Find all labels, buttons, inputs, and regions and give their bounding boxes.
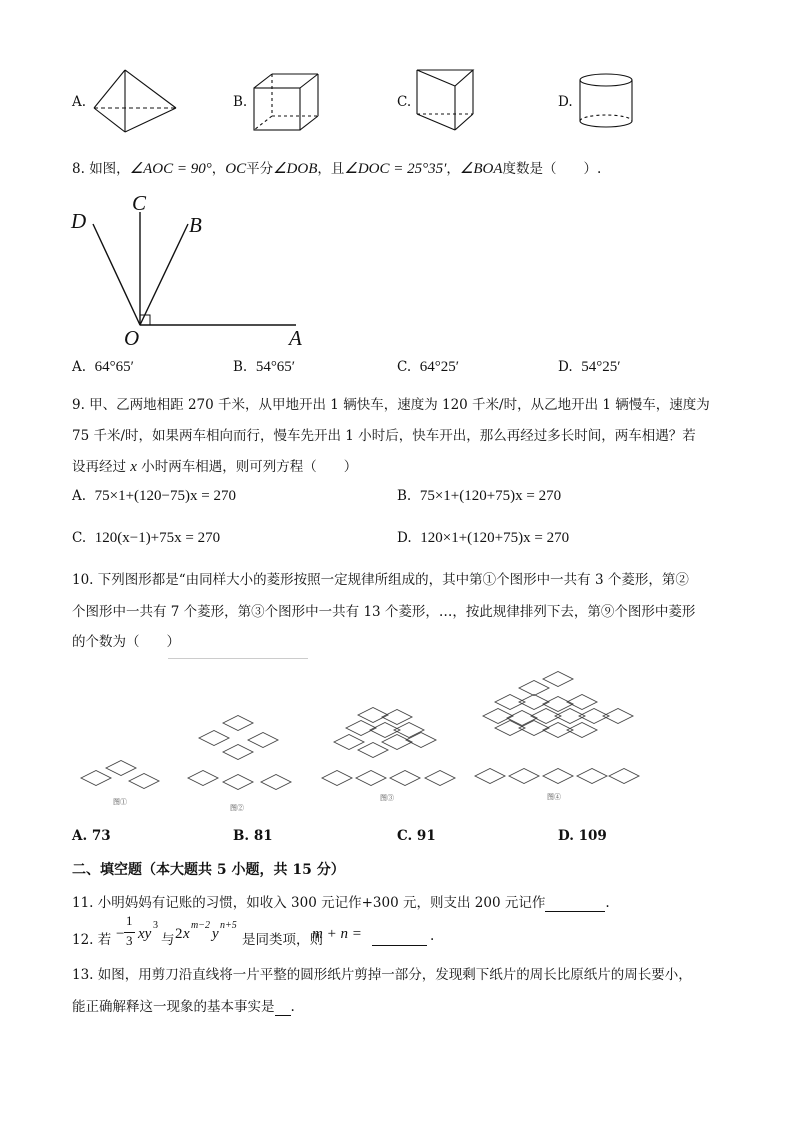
triangular-prism-figure bbox=[415, 68, 475, 132]
q11-stem bbox=[72, 891, 610, 912]
answer-blank[interactable] bbox=[372, 929, 427, 946]
stem-text: ， bbox=[211, 161, 226, 177]
rhombus bbox=[603, 709, 633, 724]
option-letter: C. bbox=[397, 828, 413, 844]
q10-line-1: 10. 下列图形都是“由同样大小的菱形按照一定规律所组成的，其中第①个图形中一共有 3 个菱形，第② bbox=[72, 572, 689, 588]
rhombus bbox=[577, 769, 607, 784]
rhombus bbox=[106, 761, 136, 776]
rhombus bbox=[406, 733, 436, 748]
variable: x bbox=[183, 926, 190, 942]
option-c bbox=[397, 359, 459, 376]
q8-stem bbox=[72, 157, 601, 178]
rhombus bbox=[507, 711, 537, 726]
math-expression: ∠DOC = 25°35′ bbox=[344, 161, 447, 177]
rhombus bbox=[223, 716, 253, 731]
option-value: 75×1+(120+75)x = 270 bbox=[419, 488, 562, 504]
option-d bbox=[558, 828, 607, 844]
rhombus-pattern-figures bbox=[0, 660, 794, 820]
stem-text: 小时两车相遇，则可列方程（ ） bbox=[136, 459, 358, 475]
rhombus bbox=[543, 723, 573, 738]
rhombus bbox=[543, 672, 573, 687]
rhombus bbox=[334, 735, 364, 750]
option-value: 109 bbox=[578, 828, 607, 844]
angle-figure bbox=[68, 190, 318, 350]
math-expression: m + n = bbox=[312, 926, 362, 942]
option-letter: C. bbox=[397, 359, 412, 375]
fraction-numerator: 1 bbox=[126, 913, 133, 928]
option-b bbox=[233, 359, 295, 376]
stem-text: 是同类项，则 bbox=[242, 932, 323, 948]
option-b bbox=[397, 488, 561, 505]
q10-line-3: 的个数为（ ） bbox=[72, 634, 180, 650]
option-value: 120×1+(120+75)x = 270 bbox=[420, 530, 570, 546]
rhombus bbox=[509, 769, 539, 784]
option-c bbox=[397, 828, 436, 844]
option-letter: D. bbox=[558, 828, 574, 844]
rhombus bbox=[248, 733, 278, 748]
option-value: 64°65′ bbox=[94, 359, 134, 375]
rhombus bbox=[495, 695, 525, 710]
q9-line-3 bbox=[72, 455, 357, 476]
option-b bbox=[233, 828, 273, 844]
rhombus bbox=[519, 695, 549, 710]
label-c: C bbox=[132, 191, 147, 215]
q13-line-2 bbox=[72, 995, 295, 1016]
option-letter: A. bbox=[72, 359, 87, 375]
stem-text: 如图， bbox=[89, 161, 130, 177]
figure-caption-2: 图② bbox=[230, 804, 244, 812]
rhombus bbox=[543, 769, 573, 784]
stem-text: . bbox=[605, 895, 610, 911]
option-value: 54°25′ bbox=[581, 359, 621, 375]
answer-blank[interactable] bbox=[275, 999, 291, 1016]
figure-caption-1: 图① bbox=[113, 798, 127, 806]
option-value: 75×1+(120−75)x = 270 bbox=[94, 488, 236, 504]
stem-text: 11. 小明妈妈有记账的习惯，如收入 300 元记作+300 元，则支出 200 元记作 bbox=[72, 895, 546, 911]
cube-figure bbox=[252, 72, 322, 132]
ray-ob bbox=[140, 224, 188, 325]
right-angle-mark bbox=[140, 315, 150, 325]
label-a: A bbox=[289, 326, 302, 350]
rhombus bbox=[579, 709, 609, 724]
rhombus bbox=[358, 708, 388, 723]
option-letter: D. bbox=[558, 359, 573, 375]
cylinder-figure bbox=[578, 72, 636, 130]
label-b: B bbox=[189, 213, 202, 237]
rhombus bbox=[188, 771, 218, 786]
divider bbox=[168, 658, 308, 659]
option-letter: B. bbox=[233, 828, 250, 844]
option-letter: B. bbox=[397, 488, 412, 504]
q9-line-2: 75 千米/时，如果两车相向而行，慢车先开出 1 小时后，快车开出，那么再经过多长时间，两车相遇？若 bbox=[72, 428, 696, 444]
stem-text: 度数是（ ）. bbox=[502, 161, 602, 177]
section-heading: 二、填空题（本大题共 5 小题，共 15 分） bbox=[72, 862, 345, 878]
option-letter: C. bbox=[72, 530, 87, 546]
option-letter: D. bbox=[397, 530, 412, 546]
option-a bbox=[72, 488, 236, 505]
rhombus bbox=[356, 771, 386, 786]
label-d: D bbox=[71, 209, 87, 233]
math-expression: ∠DOB bbox=[273, 161, 318, 177]
rhombus bbox=[475, 769, 505, 784]
stem-text: 设再经过 bbox=[72, 459, 131, 475]
rhombus bbox=[223, 745, 253, 760]
rhombus bbox=[519, 681, 549, 696]
rhombus bbox=[129, 774, 159, 789]
math-expression: OC bbox=[225, 161, 247, 177]
rhombus bbox=[390, 771, 420, 786]
option-letter: A. bbox=[72, 488, 87, 504]
option-letter: B. bbox=[233, 359, 248, 375]
stem-text: ，且 bbox=[317, 161, 345, 177]
rhombus bbox=[322, 771, 352, 786]
figure-caption-4: 图④ bbox=[547, 793, 561, 801]
rhombus bbox=[609, 769, 639, 784]
math-expression: ∠BOA bbox=[459, 161, 503, 177]
rhombus bbox=[81, 771, 111, 786]
option-letter: A. bbox=[72, 828, 88, 844]
label-o: O bbox=[124, 326, 140, 350]
rhombus bbox=[425, 771, 455, 786]
rhombus bbox=[346, 721, 376, 736]
q13-line-1: 13. 如图，用剪刀沿直线将一片平整的圆形纸片剪掉一部分，发现剩下纸片的周长比原纸片的周长要小， bbox=[72, 967, 692, 983]
q10-line-2: 个图形中一共有 7 个菱形，第③个图形中一共有 13 个菱形，…，按此规律排列下去，第⑨个图形中菱形 bbox=[72, 604, 696, 620]
stem-text: 12. 若 bbox=[72, 932, 112, 948]
rhombus bbox=[199, 731, 229, 746]
option-value: 64°25′ bbox=[419, 359, 460, 375]
option-letter: D. bbox=[558, 94, 573, 110]
figure-caption-3: 图③ bbox=[380, 794, 394, 802]
variable: y bbox=[212, 926, 219, 942]
stem-text: ， bbox=[446, 161, 460, 177]
option-value: 81 bbox=[253, 828, 273, 844]
option-c bbox=[72, 530, 220, 547]
rhombus bbox=[261, 775, 291, 790]
option-a bbox=[72, 359, 134, 376]
q9-line-1: 9. 甲、乙两地相距 270 千米，从甲地开出 1 辆快车，速度为 120 千米/时，从乙地开出 1 辆慢车，速度为 bbox=[72, 397, 710, 413]
stem-text: . bbox=[430, 928, 435, 944]
option-letter: C. bbox=[397, 94, 412, 110]
rhombus bbox=[382, 710, 412, 725]
option-letter: A. bbox=[72, 94, 87, 110]
stem-text: 与 bbox=[161, 932, 175, 948]
exponent: 3 bbox=[153, 920, 158, 931]
option-value: 120(x−1)+75x = 270 bbox=[94, 530, 221, 546]
rhombus bbox=[567, 695, 597, 710]
option-d bbox=[558, 359, 621, 376]
exponent: n+5 bbox=[220, 920, 237, 931]
question-number: 8. bbox=[72, 161, 85, 177]
option-value: 54°65′ bbox=[255, 359, 296, 375]
variable: x bbox=[130, 459, 137, 475]
option-letter: B. bbox=[233, 94, 248, 110]
coefficient: 2 bbox=[175, 926, 183, 942]
monomial: xy bbox=[138, 926, 152, 942]
option-a bbox=[72, 828, 111, 844]
option-d bbox=[397, 530, 569, 547]
rhombus bbox=[567, 723, 597, 738]
rhombus bbox=[358, 743, 388, 758]
option-value: 73 bbox=[91, 828, 111, 844]
exponent: m−2 bbox=[191, 920, 210, 931]
stem-text: 能正确解释这一现象的基本事实是 bbox=[72, 999, 275, 1015]
stem-text: 平分 bbox=[246, 161, 274, 177]
rhombus bbox=[223, 775, 253, 790]
answer-blank[interactable] bbox=[545, 895, 605, 912]
pyramid-figure bbox=[92, 68, 178, 134]
fraction-denominator: 3 bbox=[126, 933, 133, 948]
ray-od bbox=[93, 224, 140, 325]
minus-sign: − bbox=[116, 926, 125, 942]
option-value: 91 bbox=[416, 828, 436, 844]
math-expression: ∠AOC = 90° bbox=[129, 161, 212, 177]
stem-text: . bbox=[290, 999, 295, 1015]
